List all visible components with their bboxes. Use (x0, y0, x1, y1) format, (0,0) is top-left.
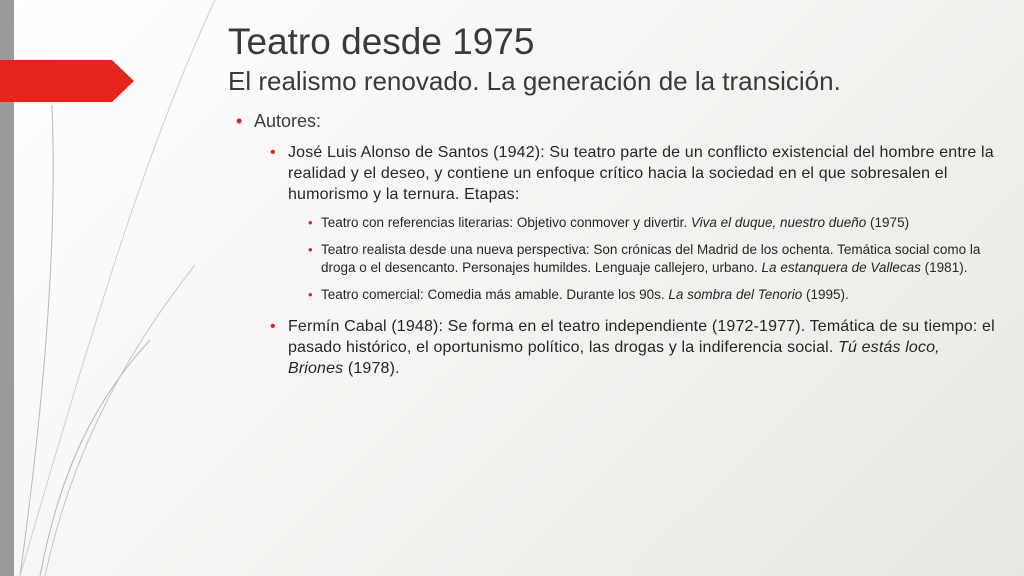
stage-1-text: Teatro con referencias literarias: Objetivo conmover y divertir. (321, 215, 691, 230)
author-alonso-text: José Luis Alonso de Santos (1942): Su teatro parte de un conflicto existencial del hombre entre la realidad y el deseo, y contiene un enfoque crítico hacia la sociedad en el que sobresalen el humorismo y la ternura. Etapas: (288, 144, 994, 203)
stage-2-work: La estanquera de Vallecas (761, 260, 921, 275)
stage-2-text: Teatro realista desde una nueva perspectiva: Son crónicas del Madrid de los ochenta. Temática social como la droga o el desencanto. Personajes humildes. Lenguaje callejero, urbano. (321, 242, 981, 275)
author-cabal-text: Fermín Cabal (1948): Se forma en el teatro independiente (1972-1977). Temática de su tiempo: el pasado histórico, el oportunismo político, las drogas y la indiferencia social. (288, 318, 995, 356)
slide-title: Teatro desde 1975 (228, 21, 535, 62)
stage-1-work: Viva el duque, nuestro dueño (690, 215, 867, 230)
slide-subtitle: El realismo renovado. La generación de la transición. (228, 66, 841, 96)
stage-2-year: (1981). (920, 260, 968, 275)
author-cabal-work: Tú estás loco, Briones (288, 339, 940, 377)
red-accent-tab (0, 60, 136, 102)
stage-3-text: Teatro comercial: Comedia más amable. Durante los 90s. (321, 287, 669, 302)
bullet-autores (236, 108, 996, 134)
bullet-author-alonso-de-santos (270, 142, 996, 205)
slide-content (236, 108, 996, 379)
bullet-author-cabal (270, 316, 996, 379)
bullet-stage-3 (308, 286, 996, 304)
author-cabal-year: (1978). (343, 360, 400, 377)
stage-3-year: (1995). (802, 287, 849, 302)
bullet-stage-2 (308, 241, 996, 277)
stage-3-work: La sombra del Tenorio (668, 287, 803, 302)
bullet-stage-1 (308, 214, 996, 232)
bullet-autores-label: Autores: (254, 111, 322, 131)
stage-1-year: (1975) (866, 215, 910, 230)
